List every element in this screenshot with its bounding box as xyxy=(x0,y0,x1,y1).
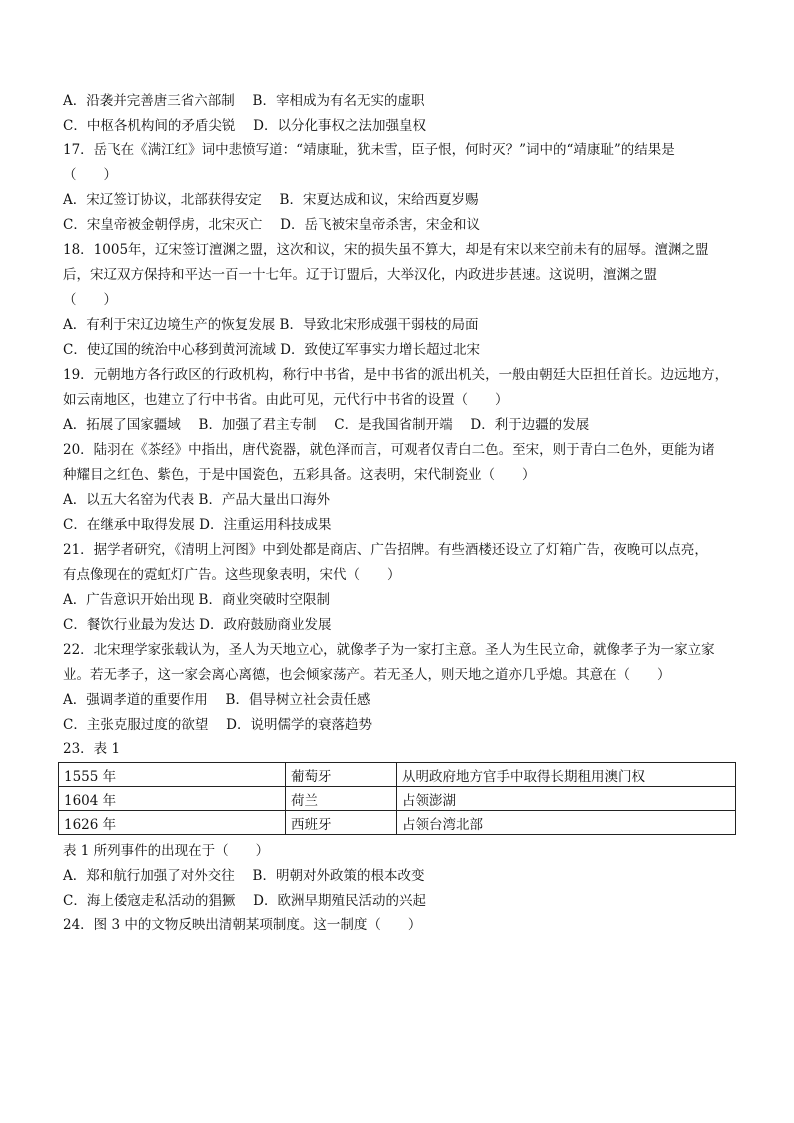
question-19: 19．元朝地方各行政区的行政机构，称行中书省，是中书省的派出机关，一般由朝廷大臣担任首长。边远地方， xyxy=(63,367,729,383)
question-18: 18．1005年，辽宋签订澶渊之盟，这次和议，宋的损失虽不算大，却是有宋以来空前未有的屈辱。澶渊之盟 xyxy=(63,242,709,258)
option-line: C．海上倭寇走私活动的猖獗 D．欧洲早期殖民活动的兴起 xyxy=(63,893,426,909)
answer-blank: （ ） xyxy=(63,292,117,308)
table-cell-year: 1626 年 xyxy=(59,811,286,835)
option-line: A．有利于宋辽边境生产的恢复发展 B．导致北宋形成强干弱枝的局面 xyxy=(63,317,479,333)
table-cell-event: 从明政府地方官手中取得长期租用澳门权 xyxy=(397,763,736,787)
option-line: A．宋辽签订协议，北部获得安定 B．宋夏达成和议，宋给西夏岁赐 xyxy=(63,192,479,208)
option-line: C．在继承中取得发展 D．注重运用科技成果 xyxy=(63,517,332,533)
table-cell-country: 葡萄牙 xyxy=(286,763,397,787)
question-23: 23．表 1 xyxy=(63,741,121,757)
table-cell-year: 1555 年 xyxy=(59,763,286,787)
table-1 xyxy=(58,762,736,835)
option-line: A．以五大名窑为代表 B．产品大量出口海外 xyxy=(63,492,330,508)
question-text: 种耀目之红色、紫色，于是中国瓷色，五彩具备。这表明，宋代制瓷业（ ） xyxy=(63,467,536,483)
option-line: A．拓展了国家疆域 B．加强了君主专制 C．是我国省制开端 D．利于边疆的发展 xyxy=(63,417,590,433)
table-cell-country: 荷兰 xyxy=(286,787,397,811)
table-row xyxy=(59,763,736,787)
option-line: A．郑和航行加强了对外交往 B．明朝对外政策的根本改变 xyxy=(63,868,425,884)
question-20: 20．陆羽在《茶经》中指出，唐代瓷器，就色泽而言，可观者仅青白二色。至宋，则于青白二色外，更能为诸 xyxy=(63,442,715,458)
option-line: C．宋皇帝被金朝俘虏，北宋灭亡 D．岳飞被宋皇帝杀害，宋金和议 xyxy=(63,217,480,233)
question-text: 表 1 所列事件的出现在于（ ） xyxy=(63,843,270,859)
option-line: A．广告意识开始出现 B．商业突破时空限制 xyxy=(63,592,330,608)
question-text: 后，宋辽双方保持和平达一百一十七年。辽于订盟后，大举汉化，内政进步甚速。这说明，澶渊之盟 xyxy=(63,267,657,283)
question-text: 如云南地区，也建立了行中书省。由此可见，元代行中书省的设置（ ） xyxy=(63,392,509,408)
question-24: 24．图 3 中的文物反映出清朝某项制度。这一制度（ ） xyxy=(63,917,422,933)
table-cell-country: 西班牙 xyxy=(286,811,397,835)
option-line: C．餐饮行业最为发达 D．政府鼓励商业发展 xyxy=(63,617,332,633)
table-cell-year: 1604 年 xyxy=(59,787,286,811)
question-text: 业。若无孝子，这一家会离心离德，也会倾家荡产。若无圣人，则天地之道亦几乎熄。其意在（ ） xyxy=(63,667,671,683)
question-22: 22．北宋理学家张载认为，圣人为天地立心，就像孝子为一家打主意。圣人为生民立命，就像孝子为一家立家 xyxy=(63,642,715,658)
question-text: 有点像现在的霓虹灯广告。这些现象表明，宋代（ ） xyxy=(63,567,401,583)
table-cell-event: 占领澎湖 xyxy=(397,787,736,811)
option-line: C．使辽国的统治中心移到黄河流域 D．致使辽军事实力增长超过北宋 xyxy=(63,342,480,358)
table-row xyxy=(59,811,736,835)
option-line: A．强调孝道的重要作用 B．倡导树立社会责任感 xyxy=(63,692,371,708)
question-21: 21．据学者研究，《清明上河图》中到处都是商店、广告招牌。有些酒楼还设立了灯箱广告，夜晚可以点亮， xyxy=(63,542,708,558)
answer-blank: （ ） xyxy=(63,167,117,183)
option-line: C．主张克服过度的欲望 D．说明儒学的衰落趋势 xyxy=(63,717,372,733)
table-cell-event: 占领台湾北部 xyxy=(397,811,736,835)
question-17: 17．岳飞在《满江红》词中悲愤写道：“靖康耻，犹未雪，臣子恨，何时灭？”词中的“靖康耻”的结果是 xyxy=(63,142,675,158)
option-line: A．沿袭并完善唐三省六部制 B．宰相成为有名无实的虚职 xyxy=(63,93,425,109)
option-line: C．中枢各机构间的矛盾尖锐 D．以分化事权之法加强皇权 xyxy=(63,118,426,134)
table-row xyxy=(59,787,736,811)
